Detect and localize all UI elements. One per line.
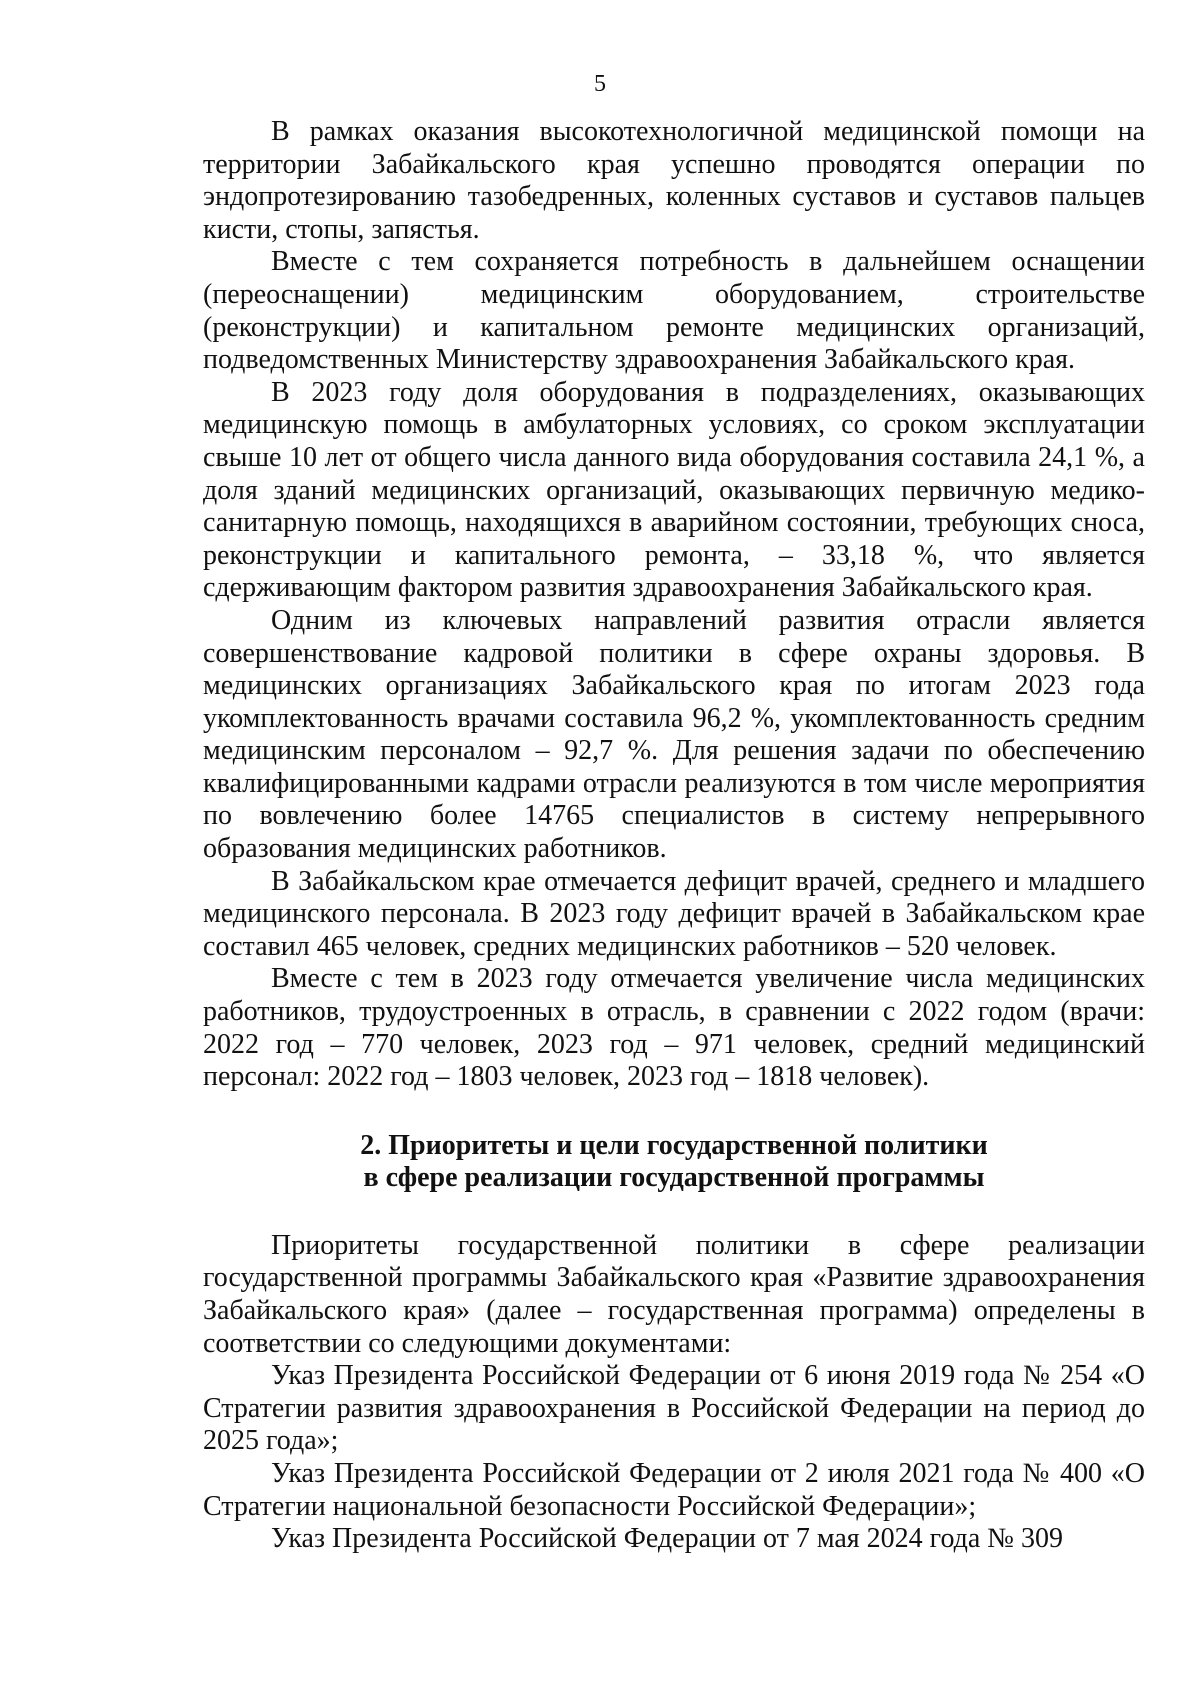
paragraph-equipment-share: В 2023 году доля оборудования в подразделениях, оказывающих медицинскую помощь в амбулаторных условиях, со сроком эксплуатации свыше 10 лет от общего числа данного вида оборудования составила 24,1 %, а доля зданий медицинских организаций, оказывающих первичную медико-санитарную помощь, находящихся в аварийном состоянии, требующих сноса, реконструкции и капитального ремонта, – 33,18 %, что является сдерживающим фактором развития здравоохранения Забайкальского края. (203, 376, 1145, 604)
paragraph-staff-deficit: В Забайкальском крае отмечается дефицит врачей, среднего и младшего медицинского персонала. В 2023 году дефицит врачей в Забайкальском крае составил 465 человек, средних медицинских работников – 520 человек. (203, 865, 1145, 962)
paragraph-decree-254: Указ Президента Российской Федерации от 6 июня 2019 года № 254 «О Стратегии развития здравоохранения в Российской Федерации на период до 2025 года»; (203, 1360, 1145, 1457)
paragraph-decree-309: Указ Президента Российской Федерации от 7 мая 2024 года № 309 (271, 1523, 1064, 1555)
paragraph-priorities: Приоритеты государственной политики в сфере реализации государственной программы Забайкальского края «Развитие здравоохранения Забайкальского края» (далее – государственная программа) определены в соответствии со следующими документами: (203, 1229, 1145, 1359)
paragraph-staff-increase: Вместе с тем в 2023 году отмечается увеличение числа медицинских работников, трудоустроенных в отрасль, в сравнении с 2022 годом (врачи: 2022 год – 770 человек, 2023 год – 971 человек, средний медицинский персонал: 2022 год – 1803 человек, 2023 год – 1818 человек). (203, 963, 1145, 1093)
paragraph-equipment-need: Вместе с тем сохраняется потребность в дальнейшем оснащении (переоснащении) медицинским оборудованием, строительстве (реконструкции) и капитальном ремонте медицинских организаций, подведомственных Министерству здравоохранения Забайкальского края. (203, 246, 1145, 376)
paragraph-hitech-care: В рамках оказания высокотехнологичной медицинской помощи на территории Забайкальского края успешно проводятся операции по эндопротезированию тазобедренных, коленных суставов и суставов пальцев кисти, стопы, запястья. (203, 116, 1145, 245)
section-heading-line-2: в сфере реализации государственной программы (363, 1161, 985, 1193)
section-heading-line-1: 2. Приоритеты и цели государственной политики (360, 1129, 988, 1161)
section-heading (203, 1130, 1145, 1194)
paragraph-decree-400: Указ Президента Российской Федерации от 2 июля 2021 года № 400 «О Стратегии национальной безопасности Российской Федерации»; (203, 1457, 1145, 1522)
page-number: 5 (594, 71, 606, 97)
paragraph-staff-policy: Одним из ключевых направлений развития отрасли является совершенствование кадровой политики в сфере охраны здоровья. В медицинских организациях Забайкальского края по итогам 2023 года укомплектованность врачами составила 96,2 %, укомплектованность средним медицинским персоналом – 92,7 %. Для решения задачи по обеспечению квалифицированными кадрами отрасли реализуются в том числе мероприятия по вовлечению более 14765 специалистов в систему непрерывного образования медицинских работников. (203, 604, 1145, 865)
document-body (203, 116, 1145, 1556)
